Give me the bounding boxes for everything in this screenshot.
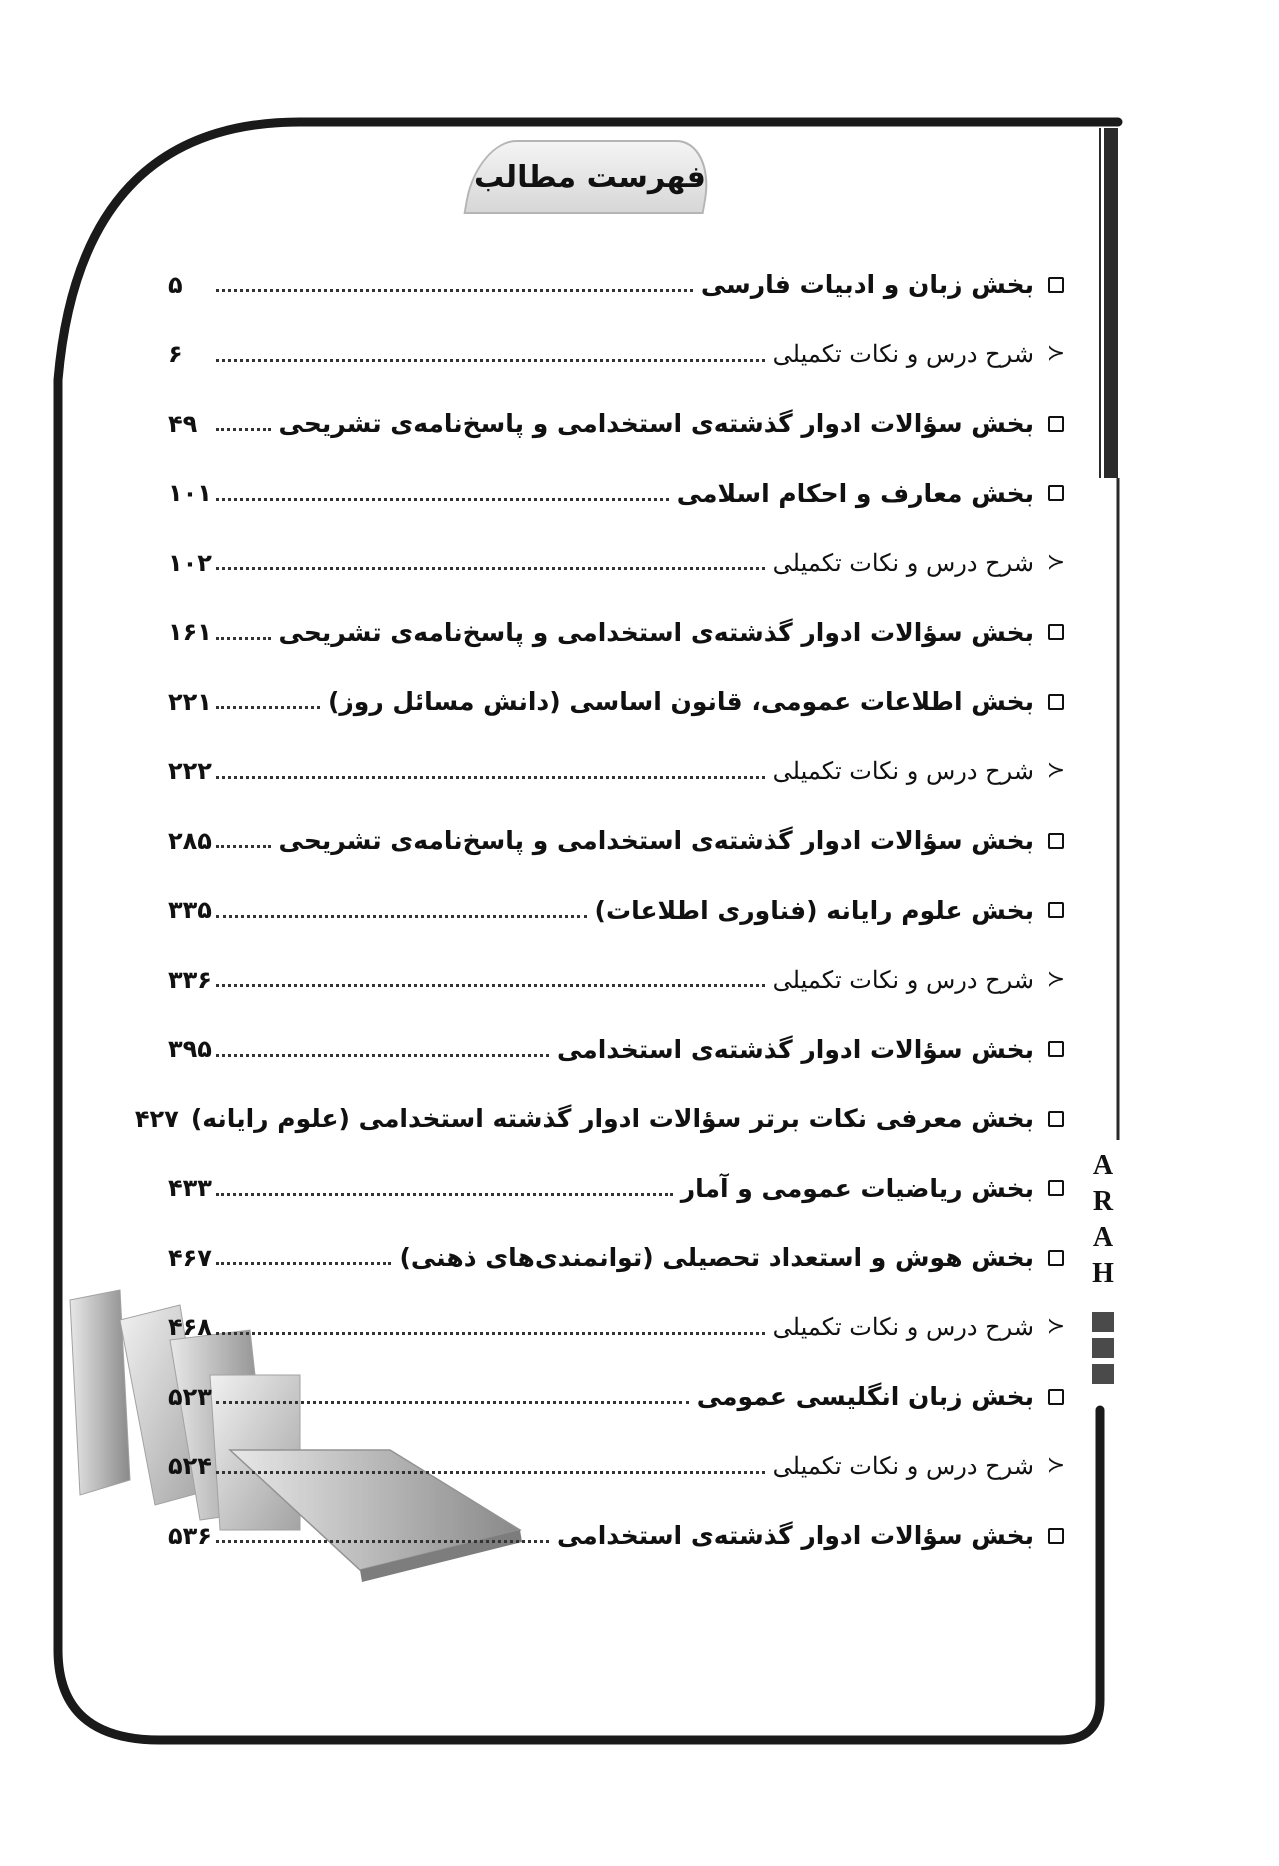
toc-entry-label: بخش اطلاعات عمومی، قانون اساسی (دانش مسائل روز) xyxy=(327,687,1034,717)
toc-entry-label: بخش هوش و استعداد تحصیلی (توانمندی‌های ذهنی) xyxy=(399,1243,1034,1273)
toc-row xyxy=(168,1223,1078,1293)
toc-row xyxy=(168,737,1078,807)
arrow-glyph: ≺ xyxy=(1046,549,1066,575)
toc-row xyxy=(168,528,1078,598)
toc-row xyxy=(168,1432,1078,1502)
toc-entry-label: بخش سؤالات ادوار گذشته‌ی استخدامی و پاسخ‌نامه‌ی تشریحی xyxy=(278,826,1034,856)
toc-entry-label: شرح درس و نکات تکمیلی xyxy=(772,1452,1034,1481)
toc-row xyxy=(168,1501,1078,1571)
arrow-icon xyxy=(1034,1455,1078,1477)
checkbox-square xyxy=(1048,833,1064,849)
toc-entry-label: بخش سؤالات ادوار گذشته‌ی استخدامی و پاسخ‌نامه‌ی تشریحی xyxy=(278,617,1034,647)
dot-leader xyxy=(216,428,271,431)
toc-entry-label: شرح درس و نکات تکمیلی xyxy=(772,1313,1034,1342)
toc-entry-label: بخش زبان انگلیسی عمومی xyxy=(696,1382,1034,1412)
toc-page-number: ۴۲۷ xyxy=(134,1104,179,1133)
arrow-icon xyxy=(1034,966,1078,992)
toc-row xyxy=(168,876,1078,946)
dot-leader xyxy=(216,1540,549,1543)
toc-entry-label: شرح درس و نکات تکمیلی xyxy=(772,340,1034,369)
table-of-contents xyxy=(134,250,1078,1571)
toc-page-number: ۱۰۱ xyxy=(168,479,212,508)
toc-page-number: ۵ xyxy=(168,270,183,299)
dot-leader xyxy=(216,289,693,292)
side-letter: A xyxy=(1092,1222,1114,1253)
toc-page-number: ۱۶۱ xyxy=(168,618,212,647)
toc-row xyxy=(168,1293,1078,1363)
toc-page-number: ۵۲۳ xyxy=(168,1382,212,1411)
toc-entry-label: شرح درس و نکات تکمیلی xyxy=(772,757,1034,786)
arrow-glyph: ≺ xyxy=(1046,341,1066,367)
checkbox-square xyxy=(1048,624,1064,640)
dot-leader xyxy=(216,637,271,640)
checkbox-icon xyxy=(1034,416,1078,432)
dot-leader xyxy=(216,567,765,570)
arrow-glyph: ≺ xyxy=(1046,966,1066,992)
dot-leader xyxy=(216,1471,765,1474)
dot-leader xyxy=(216,1332,765,1335)
checkbox-square xyxy=(1048,694,1064,710)
checkbox-square xyxy=(1048,1041,1064,1057)
side-label xyxy=(1088,1148,1118,1292)
checkbox-icon xyxy=(1034,1041,1078,1057)
checkbox-square xyxy=(1048,902,1064,918)
dot-leader xyxy=(216,1401,689,1404)
checkbox-square xyxy=(1048,1111,1064,1127)
toc-page-number: ۴۳۳ xyxy=(168,1174,212,1203)
checkbox-icon xyxy=(1034,485,1078,501)
checkbox-square xyxy=(1048,277,1064,293)
side-block xyxy=(1092,1312,1114,1332)
toc-page-number: ۴۹ xyxy=(168,409,198,438)
arrow-icon xyxy=(1034,343,1078,365)
side-letter: A xyxy=(1092,1150,1114,1181)
toc-row xyxy=(168,250,1078,320)
checkbox-square xyxy=(1048,1528,1064,1544)
toc-page-number: ۴۶۷ xyxy=(168,1243,212,1272)
checkbox-icon xyxy=(1034,1389,1078,1405)
checkbox-square xyxy=(1048,1180,1064,1196)
arrow-icon xyxy=(1034,760,1078,782)
dot-leader xyxy=(216,1262,391,1265)
toc-entry-label: بخش سؤالات ادوار گذشته‌ی استخدامی xyxy=(556,1034,1034,1064)
side-letter: H xyxy=(1092,1258,1114,1289)
dot-leader xyxy=(216,776,765,779)
toc-page-number: ۵۳۶ xyxy=(168,1521,212,1550)
arrow-icon xyxy=(1034,1316,1078,1338)
checkbox-icon xyxy=(1034,902,1078,918)
toc-page-number: ۲۲۲ xyxy=(168,757,212,786)
arrow-glyph: ≺ xyxy=(1046,758,1066,784)
dot-leader xyxy=(216,1193,673,1196)
toc-row xyxy=(168,806,1078,876)
toc-page-number: ۳۳۵ xyxy=(168,896,212,925)
toc-row xyxy=(168,667,1078,737)
toc-entry-label: بخش علوم رایانه (فناوری اطلاعات) xyxy=(594,895,1034,925)
dot-leader xyxy=(216,498,669,501)
checkbox-square xyxy=(1048,416,1064,432)
dot-leader xyxy=(216,706,320,709)
checkbox-icon xyxy=(1034,1111,1078,1127)
toc-entry-label: شرح درس و نکات تکمیلی xyxy=(772,965,1034,994)
toc-page-number: ۲۲۱ xyxy=(168,687,212,716)
checkbox-square xyxy=(1048,485,1064,501)
page-title: فهرست مطالب xyxy=(474,159,706,195)
toc-entry-label: بخش سؤالات ادوار گذشته‌ی استخدامی xyxy=(556,1521,1034,1551)
toc-row xyxy=(134,1084,1078,1154)
toc-row xyxy=(168,598,1078,668)
toc-row xyxy=(168,389,1078,459)
toc-page-number: ۶ xyxy=(168,340,183,369)
toc-row xyxy=(168,1015,1078,1085)
checkbox-icon xyxy=(1034,694,1078,710)
dot-leader xyxy=(216,984,765,987)
checkbox-icon xyxy=(1034,1528,1078,1544)
toc-page-number: ۵۲۴ xyxy=(168,1452,212,1481)
toc-row xyxy=(168,945,1078,1015)
dot-leader xyxy=(216,915,587,918)
arrow-glyph: ≺ xyxy=(1046,1314,1066,1340)
checkbox-icon xyxy=(1034,624,1078,640)
toc-entry-label: بخش سؤالات ادوار گذشته‌ی استخدامی و پاسخ‌نامه‌ی تشریحی xyxy=(278,409,1034,439)
checkbox-icon xyxy=(1034,1250,1078,1266)
checkbox-icon xyxy=(1034,277,1078,293)
toc-row xyxy=(168,1362,1078,1432)
side-block xyxy=(1092,1338,1114,1358)
toc-entry-label: بخش ریاضیات عمومی و آمار xyxy=(680,1173,1034,1203)
arrow-glyph: ≺ xyxy=(1046,1453,1066,1479)
toc-page-number: ۲۸۵ xyxy=(168,826,212,855)
dot-leader xyxy=(216,845,271,848)
checkbox-icon xyxy=(1034,833,1078,849)
side-letter: R xyxy=(1092,1186,1114,1217)
toc-row xyxy=(168,459,1078,529)
side-blocks xyxy=(1092,1312,1114,1384)
toc-page-number: ۱۰۲ xyxy=(168,548,212,577)
toc-row xyxy=(168,320,1078,390)
checkbox-square xyxy=(1048,1250,1064,1266)
dot-leader xyxy=(216,1054,549,1057)
title-tab xyxy=(470,140,710,214)
dot-leader xyxy=(216,359,765,362)
toc-entry-label: بخش معرفی نکات برتر سؤالات ادوار گذشته استخدامی (علوم رایانه) xyxy=(190,1104,1034,1134)
checkbox-icon xyxy=(1034,1180,1078,1196)
checkbox-square xyxy=(1048,1389,1064,1405)
toc-page-number: ۴۶۸ xyxy=(168,1313,212,1342)
toc-entry-label: بخش زبان و ادبیات فارسی xyxy=(700,270,1034,300)
toc-row xyxy=(168,1154,1078,1224)
toc-entry-label: شرح درس و نکات تکمیلی xyxy=(772,548,1034,577)
frame-right-bar-upper xyxy=(1104,128,1118,478)
toc-page-number: ۳۹۵ xyxy=(168,1035,212,1064)
side-block xyxy=(1092,1364,1114,1384)
toc-entry-label: بخش معارف و احکام اسلامی xyxy=(676,478,1034,508)
arrow-icon xyxy=(1034,549,1078,575)
toc-page-number: ۳۳۶ xyxy=(168,965,212,994)
